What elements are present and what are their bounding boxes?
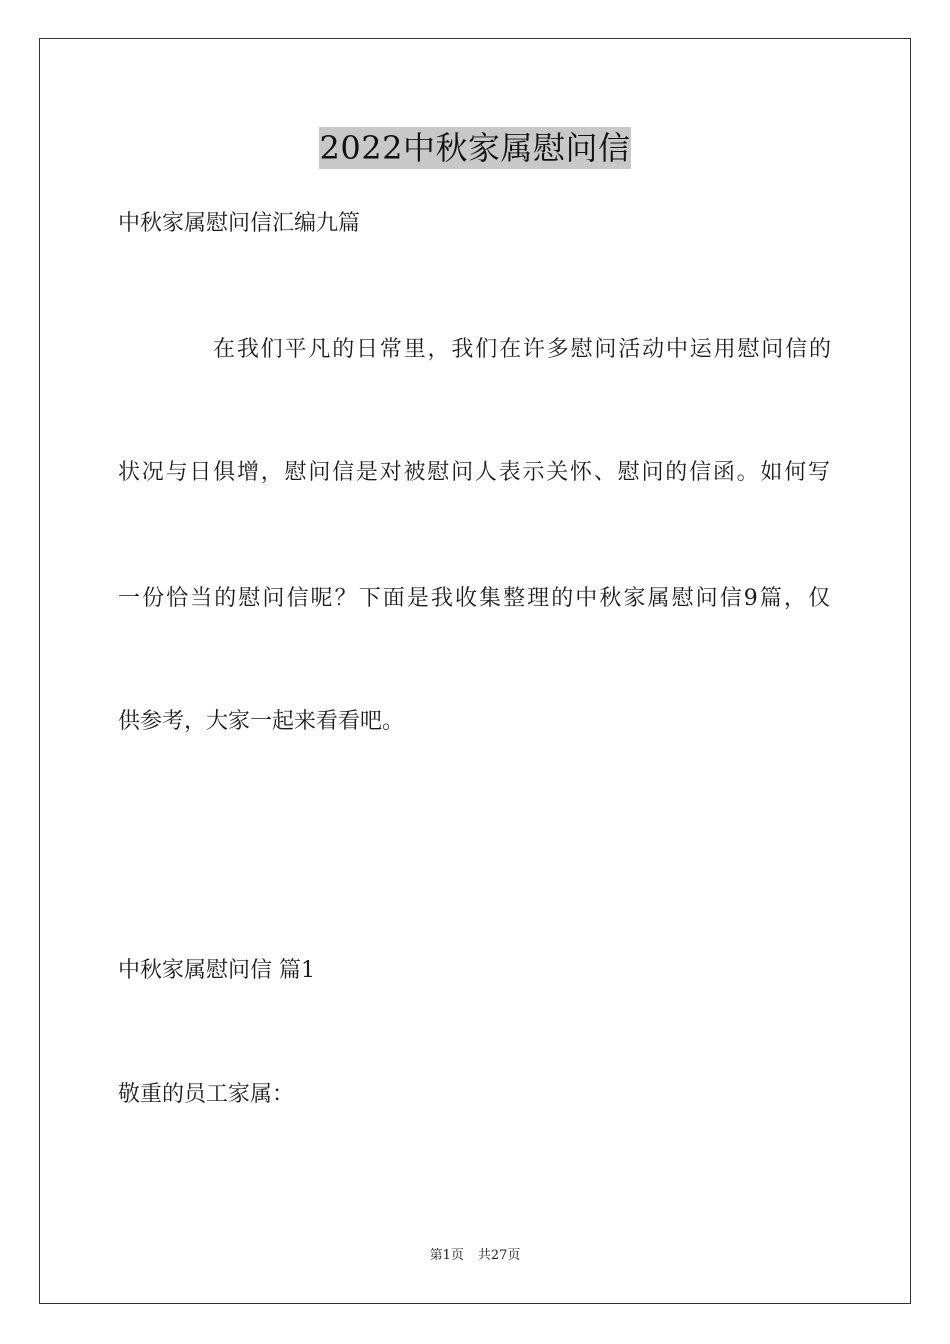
intro-line-4: 供参考，大家一起来看看吧。 (118, 709, 405, 734)
title-container (0, 127, 950, 169)
intro-line-3: 一份恰当的慰问信呢？下面是我收集整理的中秋家属慰问信9篇，仅 (118, 586, 830, 611)
intro-line-2: 状况与日俱增，慰问信是对被慰问人表示关怀、慰问的信函。如何写 (118, 460, 830, 485)
page-footer (0, 1247, 950, 1265)
page-total: 共27页 (477, 1248, 521, 1263)
salutation: 敬重的员工家属： (118, 1082, 295, 1107)
intro-line-1: 在我们平凡的日常里，我们在许多慰问活动中运用慰问信的 (213, 337, 831, 362)
section-heading: 中秋家属慰问信 篇1 (118, 958, 315, 983)
document-subtitle: 中秋家属慰问信汇编九篇 (118, 211, 361, 236)
page-number: 第1页 (429, 1248, 464, 1263)
document-title: 2022中秋家属慰问信 (319, 129, 631, 167)
